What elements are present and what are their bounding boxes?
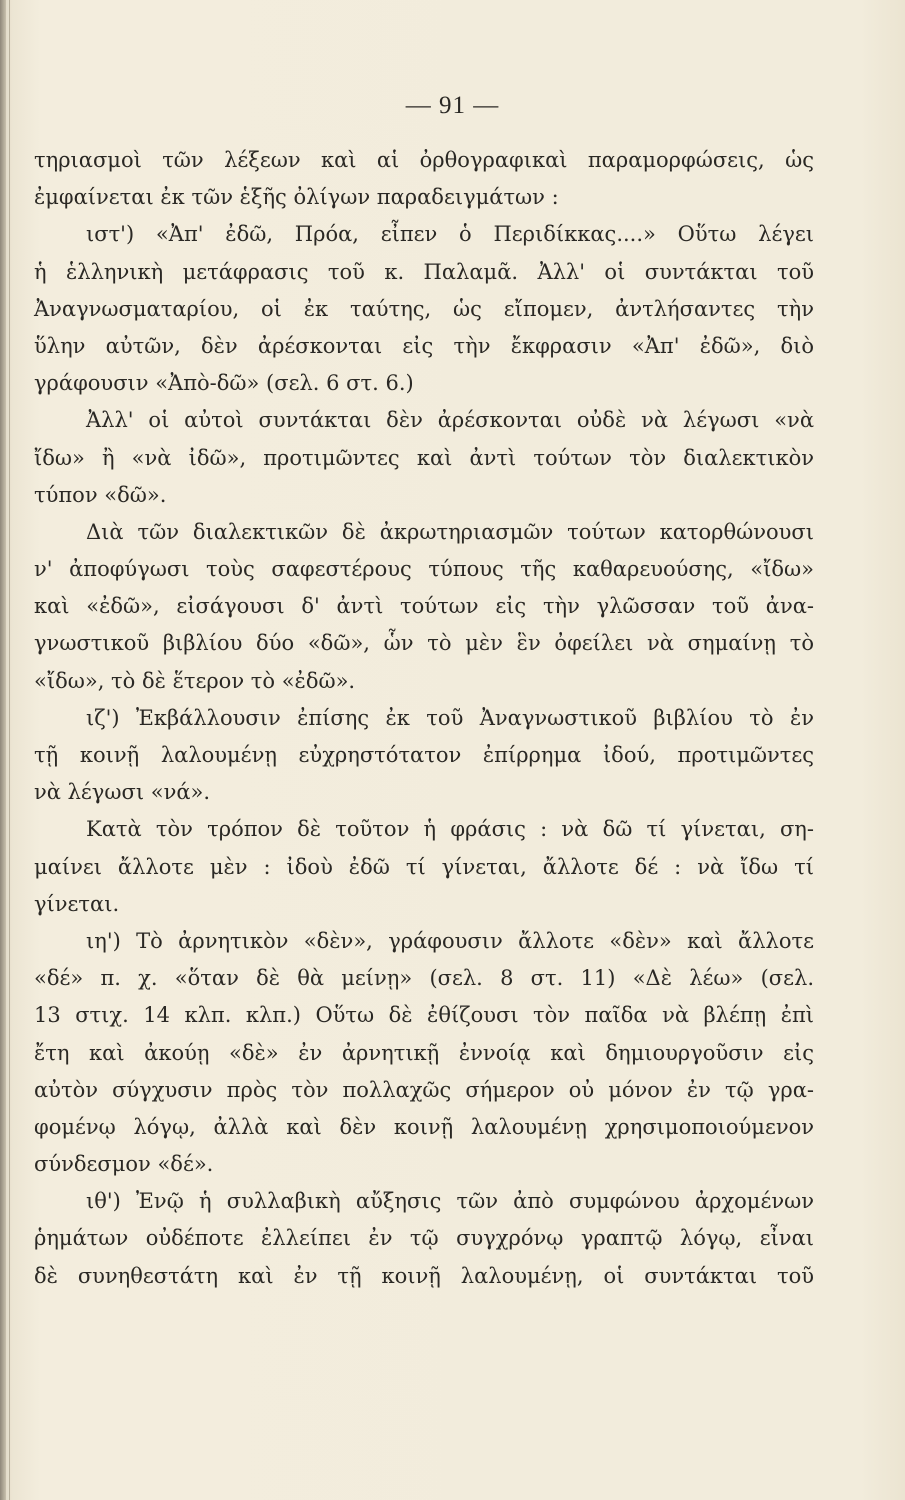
text-line: δὲ συνηθεστάτη καὶ ἐν τῇ κοινῇ λαλουμένῃ, οἱ συντάκται τοῦ (34, 1263, 814, 1288)
text-line: Διὰ τῶν διαλεκτικῶν δὲ ἀκρωτηριασμῶν τούτων κατορθώνουσι (86, 519, 814, 544)
text-line: 13 στιχ. 14 κλπ. κλπ.) Οὕτω δὲ ἐθίζουσι τὸν παῖδα νὰ βλέπῃ ἐπὶ (34, 1003, 814, 1028)
text-line: ἴδω» ἢ «νὰ ἰδῶ», προτιμῶντες καὶ ἀντὶ τούτων τὸν διαλεκτικὸν (34, 445, 814, 470)
text-line: μαίνει ἄλλοτε μὲν : ἰδοὺ ἐδῶ τί γίνεται, ἄλλοτε δέ : νὰ ἴδω τί (34, 854, 814, 879)
text-line: τύπον «δῶ». (34, 482, 167, 507)
text-line: νὰ λέγωσι «νά». (34, 780, 211, 805)
binding-fold-line (9, 0, 10, 1500)
text-line: ιθ') Ἐνῷ ἡ συλλαβικὴ αὔξησις τῶν ἀπὸ συμφώνου ἀρχομένων (86, 1189, 814, 1214)
text-line: καὶ «ἐδῶ», εἰσάγουσι δ' ἀντὶ τούτων εἰς τὴν γλῶσσαν τοῦ ἀνα- (34, 594, 814, 619)
text-line: σύνδεσμον «δέ». (34, 1152, 214, 1177)
book-binding-edge (0, 0, 6, 1500)
text-line: Ἀναγνωσματαρίου, οἱ ἐκ ταύτης, ὡς εἴπομεν, ἀντλήσαντες τὴν (34, 296, 814, 321)
body-text (34, 142, 814, 1295)
text-line: ν' ἀποφύγωσι τοὺς σαφεστέρους τύπους τῆς καθαρευούσης, «ἴδω» (34, 557, 814, 582)
text-line: ῥημάτων οὐδέποτε ἐλλείπει ἐν τῷ συγχρόνῳ γραπτῷ λόγῳ, εἶναι (34, 1226, 814, 1251)
text-line: γράφουσιν «Ἀπὸ-δῶ» (σελ. 6 στ. 6.) (34, 371, 414, 396)
text-line: τῇ κοινῇ λαλουμένῃ εὐχρηστότατον ἐπίρρημα ἰδού, προτιμῶντες (34, 743, 814, 767)
text-line: Κατὰ τὸν τρόπον δὲ τοῦτον ἡ φράσις : νὰ δῶ τί γίνεται, ση- (86, 817, 814, 842)
text-line: ιστ') «Ἀπ' ἐδῶ, Πρόα, εἶπεν ὁ Περιδίκκας....» Οὕτω λέγει (86, 222, 814, 247)
text-line: ἡ ἑλληνικὴ μετάφρασις τοῦ κ. Παλαμᾶ. Ἀλλ' οἱ συντάκται τοῦ (34, 259, 814, 284)
text-line: αὐτὸν σύγχυσιν πρὸς τὸν πολλαχῶς σήμερον οὐ μόνον ἐν τῷ γρα- (34, 1077, 814, 1102)
text-line: Ἀλλ' οἱ αὐτοὶ συντάκται δὲν ἀρέσκονται οὐδὲ νὰ λέγωσι «νὰ (86, 408, 814, 433)
text-line: ιη') Τὸ ἀρνητικὸν «δὲν», γράφουσιν ἄλλοτε «δὲν» καὶ ἄλλοτε (86, 928, 814, 953)
text-line: γνωστικοῦ βιβλίου δύο «δῶ», ὧν τὸ μὲν ἓν ὀφείλει νὰ σημαίνῃ τὸ (34, 631, 814, 656)
text-line: ἔτη καὶ ἀκούῃ «δὲ» ἐν ἀρνητικῇ ἐννοίᾳ καὶ δημιουργοῦσιν εἰς (34, 1040, 814, 1065)
text-line: φομένῳ λόγῳ, ἀλλὰ καὶ δὲν κοινῇ λαλουμένῃ χρησιμοποιούμενον (34, 1114, 814, 1139)
text-line: ἐμφαίνεται ἐκ τῶν ἑξῆς ὀλίγων παραδειγμάτων : (34, 185, 559, 210)
text-line: «δέ» π. χ. «ὅταν δὲ θὰ μείνῃ» (σελ. 8 στ. 11) «Δὲ λέω» (σελ. (34, 966, 814, 991)
text-line: τηριασμοὶ τῶν λέξεων καὶ αἱ ὀρθογραφικαὶ παραμορφώσεις, ὡς (34, 148, 814, 172)
page-number: — 91 — (405, 92, 500, 119)
text-line: ιζ') Ἐκβάλλουσιν ἐπίσης ἐκ τοῦ Ἀναγνωστικοῦ βιβλίου τὸ ἐν (86, 705, 814, 730)
text-line: «ἴδω», τὸ δὲ ἕτερον τὸ «ἐδῶ». (34, 668, 356, 693)
text-line: ὕλην αὐτῶν, δὲν ἀρέσκονται εἰς τὴν ἔκφρασιν «Ἀπ' ἐδῶ», διὸ (34, 333, 814, 358)
text-line: γίνεται. (34, 891, 120, 916)
